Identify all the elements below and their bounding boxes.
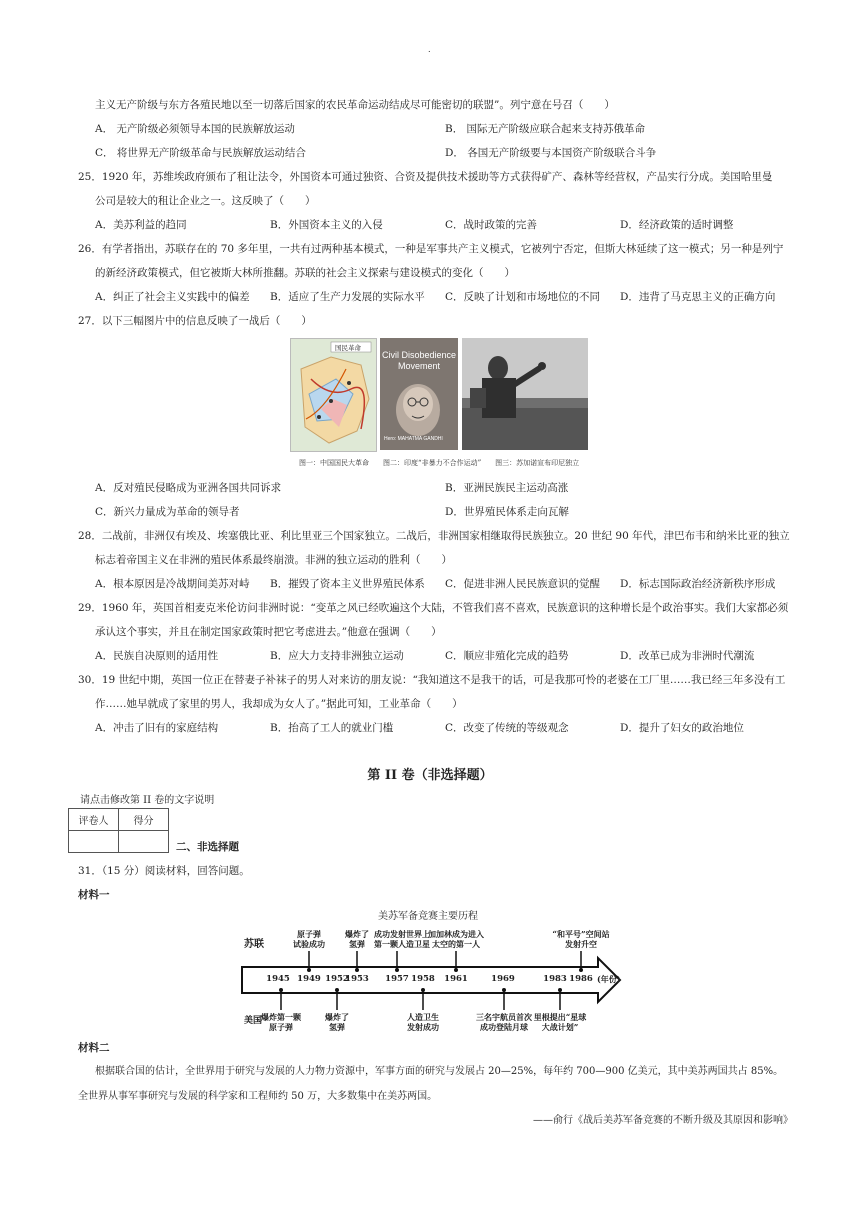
q27-option-a[interactable]: A．反对殖民侵略成为亚洲各国共同诉求 xyxy=(95,482,282,494)
q25-option-c[interactable]: C．战时政策的完善 xyxy=(445,219,538,231)
material-2-text-2: 全世界从事军事研究与发展的科学家和工程师约 50 万，大多数集中在美苏两国。 xyxy=(78,1091,438,1102)
usa-event-1952: 爆炸了 氢弹 xyxy=(325,1012,349,1032)
year-1986: 1986 xyxy=(569,974,593,984)
ussr-event-1986: “和平号”空间站 发射升空 xyxy=(552,929,610,949)
year-1953: 1953 xyxy=(345,974,369,984)
part2-title: 第 II 卷（非选择题） xyxy=(367,768,493,783)
ussr-event-1961: 加加林成为进入 太空的第一人 xyxy=(428,929,484,949)
q28-option-b[interactable]: B．摧毁了资本主义世界殖民体系 xyxy=(270,578,425,590)
q30-option-d[interactable]: D．提升了妇女的政治地位 xyxy=(620,722,744,734)
q27-option-d[interactable]: D．世界殖民体系走向瓦解 xyxy=(445,506,569,518)
year-1952: 1952 xyxy=(325,974,349,984)
q26-option-a[interactable]: A．纠正了社会主义实践中的偏差 xyxy=(95,291,250,303)
usa-tick-0-dot xyxy=(279,988,283,992)
year-1983: 1983 xyxy=(543,974,567,984)
q30-stem: 30．19 世纪中期，英国一位正在替妻子补袜子的男人对来访的朋友说：“我知道这不是我干的话，可是我那可怜的老婆在工厂里……我已经三年多没有工 xyxy=(78,674,786,686)
year-1945: 1945 xyxy=(266,974,290,984)
q26-option-d[interactable]: D．违背了马克思主义的正确方向 xyxy=(620,291,776,303)
ussr-event-1957: 成功发射世界上 第一颗人造卫星 xyxy=(374,929,430,949)
q28-option-c[interactable]: C．促进非洲人民民族意识的觉醒 xyxy=(445,578,601,590)
timeline-title: 美苏军备竞赛主要历程 xyxy=(378,911,478,922)
material-1-label: 材料一 xyxy=(78,889,110,901)
usa-tick-1-dot xyxy=(335,988,339,992)
q25-option-a[interactable]: A．美苏利益的趋同 xyxy=(95,219,187,231)
q26-option-b[interactable]: B．适应了生产力发展的实际水平 xyxy=(270,291,425,303)
grader-header: 评卷人 xyxy=(69,809,119,831)
usa-label: 美国 xyxy=(244,1016,263,1026)
q29-option-b[interactable]: B．应大力支持非洲独立运动 xyxy=(270,650,404,662)
ussr-tick-0-dot xyxy=(307,968,311,972)
part2-note[interactable]: 请点击修改第 II 卷的文字说明 xyxy=(80,795,215,806)
q25-stem: 25．1920 年，苏维埃政府颁布了租让法令，外国资本可通过独资、合资及提供技术援助等方式获得矿产、森林等经营权，产品实行分成。美国哈里曼 xyxy=(78,171,773,183)
header-dot: . xyxy=(428,45,431,54)
usa-tick-4-dot xyxy=(558,988,562,992)
year-1957: 1957 xyxy=(385,974,409,984)
q29-stem: 29．1960 年，英国首相麦克米伦访问非洲时说：“变革之风已经吹遍这个大陆，不管我们喜不喜欢，民族意识的这种增长是个政治事实。我们大家都必须 xyxy=(78,602,789,614)
year-1969: 1969 xyxy=(491,974,515,984)
usa-event-1958: 人造卫生 发射成功 xyxy=(407,1012,439,1032)
poster-title: Civil Disobedience Movement xyxy=(381,350,457,371)
q28-option-a[interactable]: A．根本原因是冷战期间美苏对峙 xyxy=(95,578,250,590)
ussr-event-1949: 原子弹 试验成功 xyxy=(293,929,325,949)
q27-option-c[interactable]: C．新兴力量成为革命的领导者 xyxy=(95,506,240,518)
q24-stem: 主义无产阶级与东方各殖民地以至一切落后国家的农民革命运动结成尽可能密切的联盟”。列宁意在号召（ ） xyxy=(95,99,615,111)
q30-option-b[interactable]: B．抬高了工人的就业门槛 xyxy=(270,722,394,734)
poster-name: Hero: MAHATMA GANDHI xyxy=(384,436,443,442)
year-1958: 1958 xyxy=(411,974,435,984)
material-2-text-1: 根据联合国的估计，全世界用于研究与发展的人力物力资源中，军事方面的研究与发展占 20—25%，每年约 700—900 亿美元，其中美苏两国共占 85%。 xyxy=(95,1066,784,1077)
q28-stem: 28．二战前，非洲仅有埃及、埃塞俄比亚、利比里亚三个国家独立。二战后，非洲国家相继取得民族独立。20 世纪 90 年代，津巴布韦和纳米比亚的独立 xyxy=(78,530,790,542)
ussr-tick-2-dot xyxy=(395,968,399,972)
q29-stem-2: 承认这个事实，并且在制定国家政策时把它考虑进去。”他意在强调（ ） xyxy=(95,626,442,638)
material-2-source: ——俞行《战后美苏军备竞赛的不断升级及其原因和影响》 xyxy=(533,1115,793,1126)
q29-option-c[interactable]: C．顺应非殖化完成的趋势 xyxy=(445,650,569,662)
ussr-tick-1-dot xyxy=(355,968,359,972)
q26-option-c[interactable]: C．反映了计划和市场地位的不同 xyxy=(445,291,601,303)
q25-option-d[interactable]: D．经济政策的适时调整 xyxy=(620,219,734,231)
q30-stem-2: 作……她早就成了家里的男人，我却成为女人了。”据此可知，工业革命（ ） xyxy=(95,698,463,710)
usa-event-1983: 里根提出“星球 大战计划” xyxy=(533,1012,587,1032)
year-1949: 1949 xyxy=(297,974,321,984)
q26-stem-2: 的新经济政策模式，但它被斯大林所推翻。苏联的社会主义探索与建设模式的变化（ ） xyxy=(95,267,515,279)
q29-option-d[interactable]: D．改革已成为非洲时代潮流 xyxy=(620,650,755,662)
q25-option-b[interactable]: B．外国资本主义的入侵 xyxy=(270,219,383,231)
score-header: 得分 xyxy=(119,809,169,831)
q30-option-c[interactable]: C．改变了传统的等级观念 xyxy=(445,722,569,734)
usa-tick-3-dot xyxy=(502,988,506,992)
images-caption: 图一：中国国民大革命 图二：印度“非暴力不合作运动” 图三：苏加诺宣布印尼独立 xyxy=(299,459,580,467)
q24-option-a[interactable]: A． 无产阶级必须领导本国的民族解放运动 xyxy=(95,123,295,135)
usa-event-1945: 爆炸第一颗 原子弹 xyxy=(261,1012,301,1032)
usa-event-1969: 三名宇航员首次 成功登陆月球 xyxy=(476,1012,532,1032)
q24-option-c[interactable]: C． 将世界无产阶级革命与民族解放运动结合 xyxy=(95,147,306,159)
year-1961: 1961 xyxy=(444,974,468,984)
q28-option-d[interactable]: D．标志国际政治经济新秩序形成 xyxy=(620,578,776,590)
q25-stem-2: 公司是较大的租让企业之一。这反映了（ ） xyxy=(95,195,316,207)
q28-stem-2: 标志着帝国主义在非洲的殖民体系最终崩溃。非洲的独立运动的胜利（ ） xyxy=(95,554,452,566)
q24-option-b[interactable]: B． 国际无产阶级应联合起来支持苏俄革命 xyxy=(445,123,646,135)
map-title: 国民革命 xyxy=(335,344,361,352)
q29-option-a[interactable]: A．民族自决原则的适用性 xyxy=(95,650,219,662)
ussr-tick-4-dot xyxy=(579,968,583,972)
q31-stem: 31．（15 分）阅读材料，回答问题。 xyxy=(78,865,250,877)
ussr-label: 苏联 xyxy=(244,939,264,950)
section-heading: 二、非选择题 xyxy=(176,841,239,853)
q30-option-a[interactable]: A．冲击了旧有的家庭结构 xyxy=(95,722,219,734)
q24-option-d[interactable]: D． 各国无产阶级要与本国资产阶级联合斗争 xyxy=(445,147,657,159)
ussr-event-1953: 爆炸了 氢弹 xyxy=(345,929,369,949)
q27-stem: 27．以下三幅图片中的信息反映了一战后（ ） xyxy=(78,315,312,327)
q26-stem: 26．有学者指出，苏联存在的 70 多年里，一共有过两种基本模式，一种是军事共产主义模式，它被列宁否定，但斯大林延续了这一模式；另一种是列宁 xyxy=(78,243,784,255)
ussr-tick-3-dot xyxy=(454,968,458,972)
q27-option-b[interactable]: B．亚洲民族民主运动高涨 xyxy=(445,482,569,494)
axis-unit: (年份) xyxy=(597,974,621,984)
usa-tick-2-dot xyxy=(421,988,425,992)
material-2-label: 材料二 xyxy=(78,1042,110,1054)
